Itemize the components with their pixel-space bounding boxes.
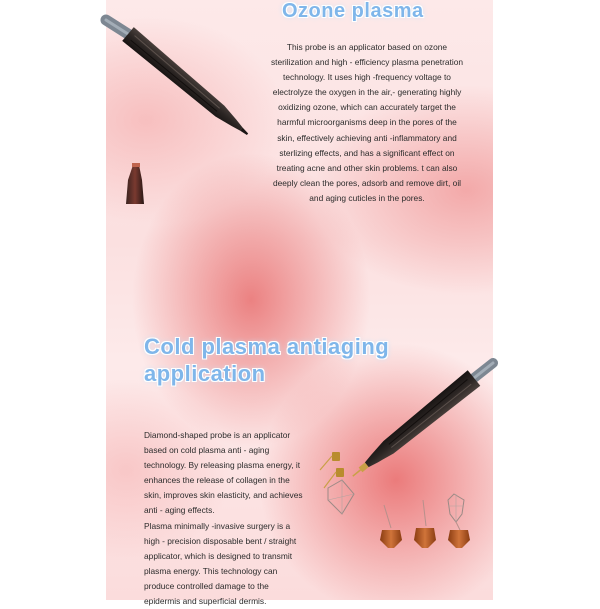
ozone-plasma-description: This probe is an applicator based on ozone sterilization and high - efficiency plasma penetration technology. It uses high -frequency voltage to electrolyze the oxygen in the air,- generating highly oxidizing ozone, which can accurately target the harmful microorganisms deep in the pores of the skin, effectively achieving anti -inflammatory and sterlizing effects, and has a significant effect on treating acne and other skin problems. t can also deeply clean the pores, adsorb and remove dirt, oil and aging cuticles in the pores.: [270, 42, 464, 203]
ozone-pen-icon: [106, 20, 253, 141]
cold-plasma-title: Cold plasma antiaging application: [144, 334, 390, 386]
minimally-invasive-paragraph: Plasma minimally -invasive surgery is a high - precision disposable bent / straight applicator, which is designed to transmit plasma energy. This technology can produce controlled damage to the epidermis and superficial dermis.: [144, 520, 297, 607]
copper-tip-icon: [380, 500, 470, 548]
product-panel: [106, 0, 493, 607]
ozone-plasma-title: Ozone plasma: [282, 0, 424, 22]
gold-needle-icon: [320, 452, 344, 488]
cold-plasma-description: [144, 428, 306, 609]
diamond-probe-paragraph: Diamond-shaped probe is an applicator based on cold plasma anti - aging technology. By releasing plasma energy, it enhances the release of collagen in the skin, improves skin elasticity, and achieves anti - aging effects.: [144, 430, 303, 516]
diamond-wire-icon: [328, 480, 464, 522]
ozone-tip-icon: [126, 163, 144, 204]
